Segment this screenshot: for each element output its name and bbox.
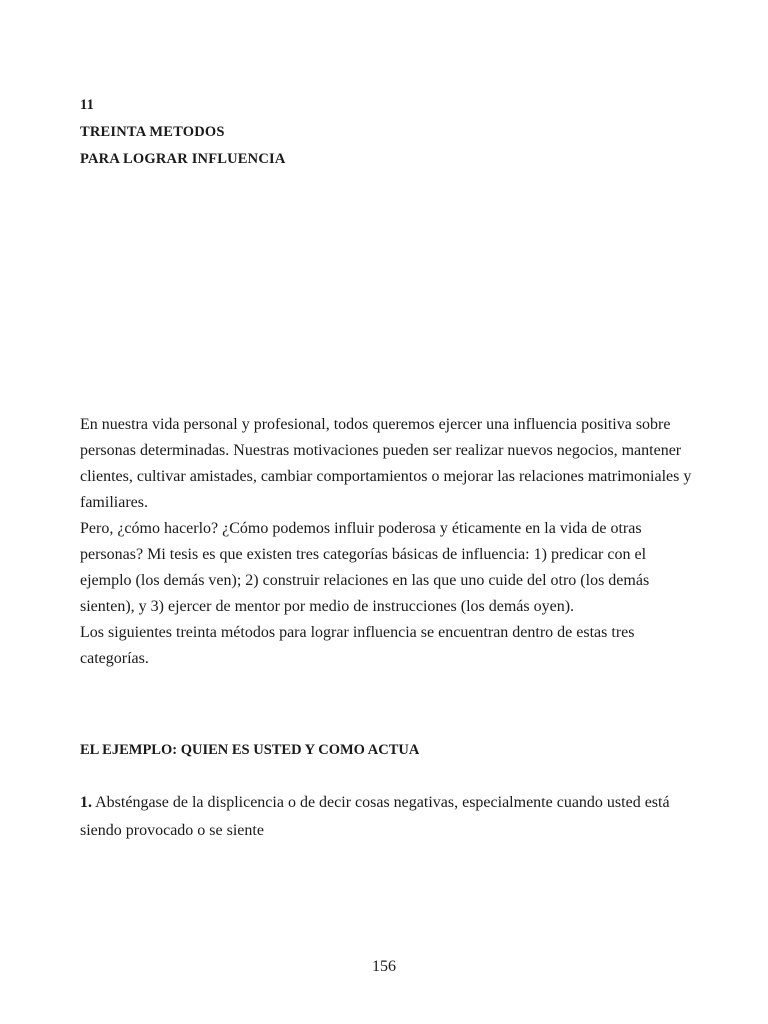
chapter-title-line-2: PARA LOGRAR INFLUENCIA xyxy=(80,151,286,167)
intro-paragraph-1: En nuestra vida personal y profesional, todos queremos ejercer una influencia positiva sobre personas determinadas. Nuestras motivaciones pueden ser realizar nuevos negocios, mantener clientes, cultivar amistades, cambiar comportamientos o mejorar las relaciones matrimoniales y familiares. xyxy=(80,416,692,511)
method-item-1-body: Absténgase de la displicencia o de decir cosas negativas, especialmente cuando usted está siendo provocado o se siente xyxy=(80,794,670,839)
chapter-header xyxy=(80,92,286,173)
section-heading: EL EJEMPLO: QUIEN ES USTED Y COMO ACTUA xyxy=(80,742,420,758)
intro-paragraph-2: Pero, ¿cómo hacerlo? ¿Cómo podemos influir poderosa y éticamente en la vida de otras personas? Mi tesis es que existen tres categorías básicas de influencia: 1) predicar con el ejemplo (los demás ven); 2) construir relaciones en las que uno cuide del otro (los demás sienten), y 3) ejercer de mentor por medio de instrucciones (los demás oyen). xyxy=(80,520,650,615)
method-item-1-number: 1. xyxy=(80,794,92,811)
intro-paragraph-3: Los siguientes treinta métodos para lograr influencia se encuentran dentro de estas tres categorías. xyxy=(80,624,635,667)
intro-text xyxy=(80,412,692,672)
method-item-1 xyxy=(80,789,692,845)
page-number: 156 xyxy=(372,958,396,975)
method-item-1-text xyxy=(80,789,692,845)
chapter-number: 11 xyxy=(80,97,95,113)
chapter-title-line-1: TREINTA METODOS xyxy=(80,124,225,140)
